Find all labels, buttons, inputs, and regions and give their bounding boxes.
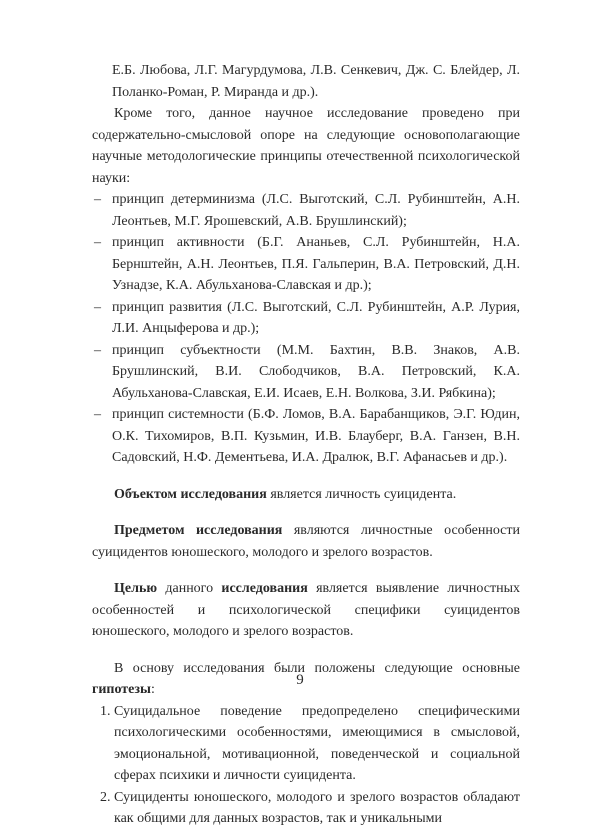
goal-term: Целью: [114, 581, 158, 596]
principles-list: [92, 189, 520, 469]
item-text: Суицидальное поведение предопределено специфическими психологическими особенностями, имеющимися в смысловой, эмоциональной, мотивационной, поведенческой и социальной сферах психики и личности суицидента.: [114, 703, 520, 783]
page-body: [92, 60, 520, 830]
page-number: 9: [296, 672, 304, 688]
list-item: – принцип активности (Б.Г. Ананьев, С.Л. Рубинштейн, Н.А. Бернштейн, А.Н. Леонтьев, П.Я. Гальперин, В.А. Петровский, Д.Н. Узнадзе, К.А. Абульханова-Славская и др.);: [92, 232, 520, 297]
object-text: является личность суицидента.: [266, 486, 457, 502]
principles-intro-paragraph: Кроме того, данное научное исследование проведено при содержательно-смысловой опоре на следующие основополагающие научные методологические принципы отечественной психологической науки:: [92, 106, 520, 186]
object-term: Объектом исследования: [114, 486, 267, 502]
list-item: [92, 701, 520, 787]
goal-paragraph: [92, 578, 520, 643]
goal-text: является выявление личностных особенностей и психологической специфики суицидентов юношеского, молодого и зрелого возрастов.: [92, 581, 520, 639]
subject-paragraph: [92, 520, 520, 563]
list-item: – принцип субъектности (М.М. Бахтин, В.В. Знаков, А.В. Брушлинский, В.И. Слободчиков, В.А. Петровский, К.А. Абульханова-Славская, Е.И. Исаев, Е.Н. Волкова, З.И. Рябкина);: [92, 340, 520, 405]
hypotheses-term: гипотезы: [92, 682, 151, 697]
object-paragraph: [92, 484, 520, 506]
list-item: – принцип развития (Л.С. Выготский, С.Л. Рубинштейн, А.Р. Лурия, Л.И. Анцыферова и др.);: [92, 297, 520, 340]
list-item: – принцип системности (Б.Ф. Ломов, В.А. Барабанщиков, Э.Г. Юдин, О.К. Тихомиров, В.П. Кузьмин, И.В. Блауберг, В.А. Ганзен, В.Н. Садовский, Н.Ф. Дементьева, И.А. Дралюк, В.Г. Афанасьев и др.).: [92, 404, 520, 469]
item-number: 2.: [100, 789, 111, 805]
item-text: Суициденты юношеского, молодого и зрелого возрастов обладают как общими для данных возрастов, так и уникальными: [114, 789, 520, 826]
hypotheses-colon: :: [150, 682, 155, 697]
list-item: [92, 787, 520, 830]
goal-term-2: исследования: [221, 581, 308, 596]
intro-paragraph: Е.Б. Любова, Л.Г. Магурдумова, Л.В. Сенкевич, Дж. С. Блейдер, Л. Поланко-Роман, Р. Миранда и др.).: [112, 63, 520, 100]
goal-mid: данного: [157, 581, 222, 596]
item-number: 1.: [100, 703, 111, 719]
subject-term: Предметом исследования: [114, 523, 283, 538]
hypotheses-lead: В основу исследования были положены следующие основные: [114, 660, 520, 676]
subject-text: являются личностные особенности суицидентов юношеского, молодого и зрелого возрастов.: [92, 523, 520, 560]
hypotheses-list: [92, 701, 520, 830]
list-item: – принцип детерминизма (Л.С. Выготский, С.Л. Рубинштейн, А.Н. Леонтьев, М.Г. Ярошевский, А.В. Брушлинский);: [92, 189, 520, 232]
